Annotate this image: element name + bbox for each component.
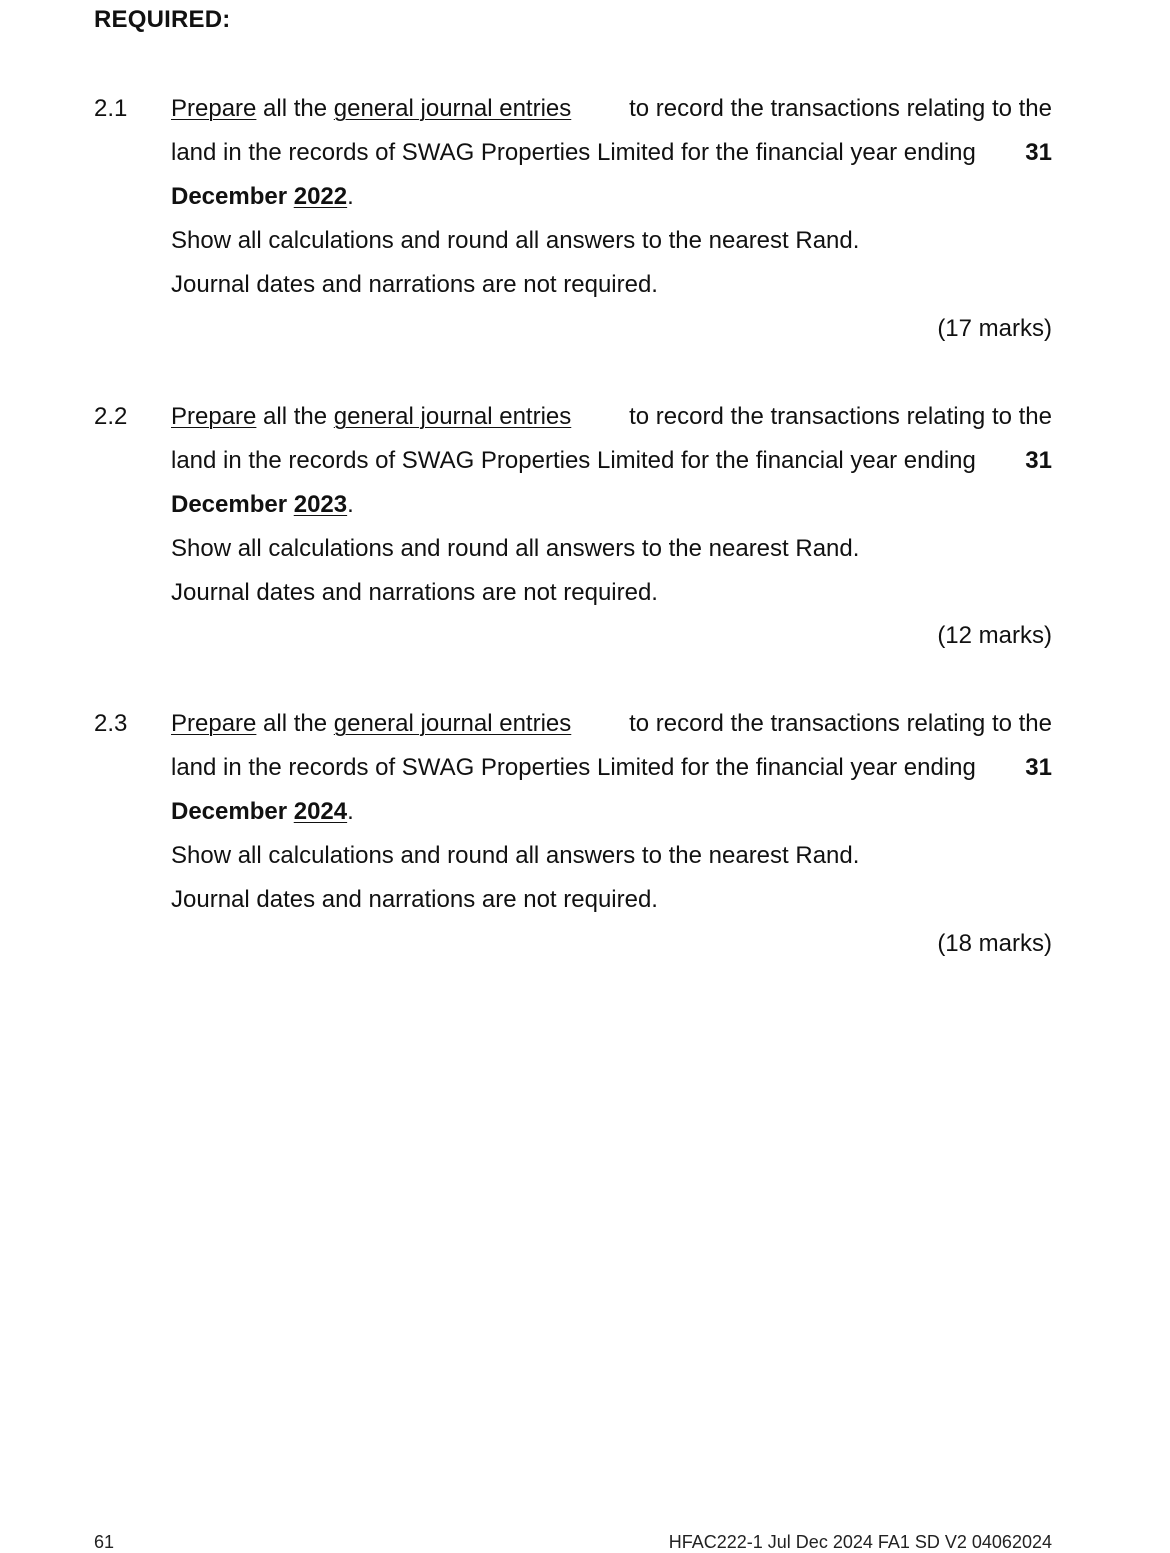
- instruction-journal: Journal dates and narrations are not required.: [171, 886, 658, 913]
- year-underlined: 2024: [293, 798, 348, 825]
- object-underlined: general journal entries: [333, 710, 572, 737]
- question-number: 2.3: [94, 710, 128, 737]
- verb-underlined: Prepare: [171, 95, 257, 122]
- year-underlined: 2022: [293, 183, 348, 210]
- marks-2-3: (18 marks): [937, 930, 1052, 957]
- marks-2-2: (12 marks): [937, 622, 1052, 649]
- instruction-journal: Journal dates and narrations are not required.: [171, 271, 658, 298]
- question-line-2: land in the records of SWAG Properties Limited for the financial year ending 31: [171, 139, 1052, 166]
- question-line-2: land in the records of SWAG Properties Limited for the financial year ending 31: [171, 447, 1052, 474]
- question-line-1: Prepare all the general journal entries to record the transactions relating to the: [171, 95, 1052, 122]
- instruction-calculations: Show all calculations and round all answers to the nearest Rand.: [171, 535, 860, 562]
- question-line-2: land in the records of SWAG Properties Limited for the financial year ending 31: [171, 754, 1052, 781]
- question-line-1: Prepare all the general journal entries to record the transactions relating to the: [171, 710, 1052, 737]
- object-underlined: general journal entries: [333, 95, 572, 122]
- required-heading: REQUIRED:: [94, 6, 231, 33]
- instruction-calculations: Show all calculations and round all answers to the nearest Rand.: [171, 842, 860, 869]
- question-line-1: Prepare all the general journal entries to record the transactions relating to the: [171, 403, 1052, 430]
- footer-document-code: HFAC222-1 Jul Dec 2024 FA1 SD V2 04062024: [668, 1532, 1052, 1552]
- instruction-journal: Journal dates and narrations are not required.: [171, 579, 658, 606]
- verb-underlined: Prepare: [171, 403, 257, 430]
- instruction-calculations: Show all calculations and round all answers to the nearest Rand.: [171, 227, 860, 254]
- question-body: [171, 395, 1061, 615]
- question-number: 2.1: [94, 95, 128, 122]
- verb-underlined: Prepare: [171, 710, 257, 737]
- question-body: [171, 702, 1061, 922]
- year-underlined: 2023: [293, 491, 348, 518]
- question-line-3: December 2023.: [171, 491, 354, 518]
- question-line-3: December 2022.: [171, 183, 354, 210]
- question-number: 2.2: [94, 403, 128, 430]
- question-body: [171, 87, 1061, 307]
- marks-2-1: (17 marks): [937, 315, 1052, 342]
- object-underlined: general journal entries: [333, 403, 572, 430]
- footer-page-number: 61: [94, 1532, 115, 1552]
- question-line-3: December 2024.: [171, 798, 354, 825]
